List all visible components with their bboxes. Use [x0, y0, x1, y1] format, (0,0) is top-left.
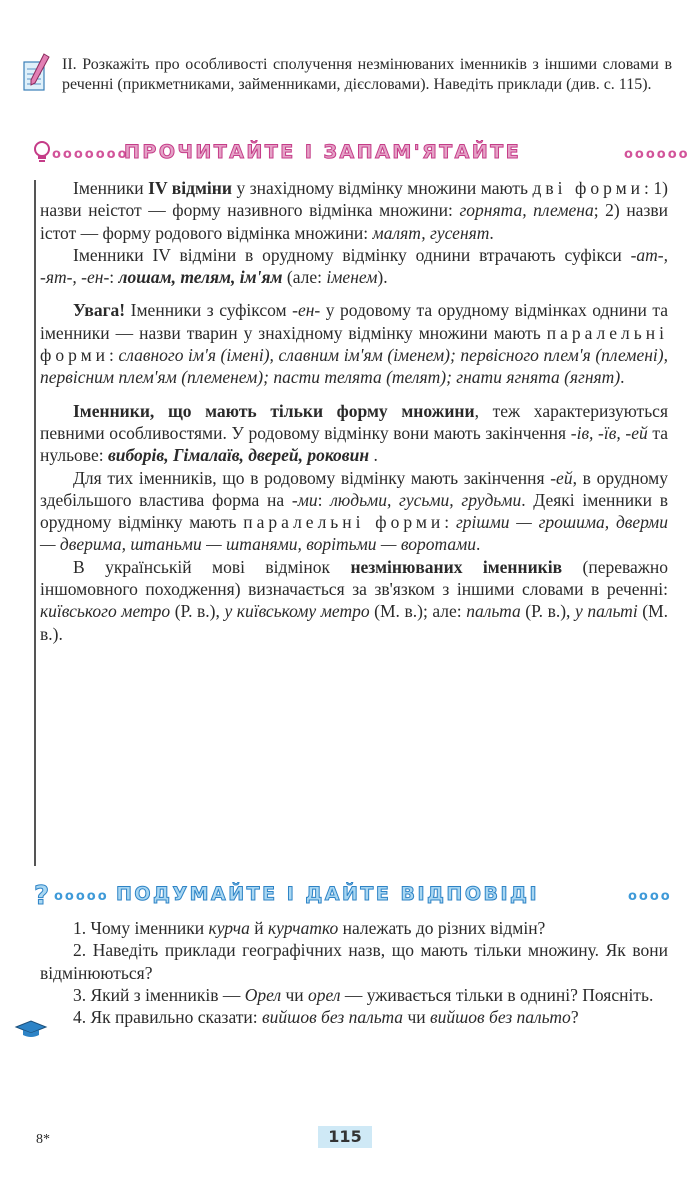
header-dots-left: ооооо [54, 889, 109, 904]
rule-paragraph: Іменники, що мають тільки форму множини, теж характеризуються певними особливостями. У родовому відмінку вони мають закінчення -ів, -їв, -ей та нульове: виборів, Гімалаїв, дверей, роковин . [40, 400, 668, 466]
questions-body [40, 917, 668, 1028]
header-dots-right: оооооо [624, 147, 690, 162]
pencil-notebook-icon [22, 52, 52, 94]
rule-body [40, 177, 668, 645]
rule-paragraph: Для тих іменників, що в родовому відмінку мають закінчення -ей, в орудному здебільшого властива форма на -ми: людьми, гусьми, грудьми. Деякі іменники в орудному відмінку мають паралельні форми: грішми — грошима, дверми — дверима, штаньми — штанями, ворітьми — воротами. [40, 467, 669, 555]
rule-paragraph: Іменники IV відміни в орудному відмінку однини втрачають суфікси -ат-, -ят-, -ен-: лошам, телям, ім'ям (але: іменем). [40, 244, 668, 288]
header-dots-left: ооооооо [52, 147, 129, 162]
header-remember [32, 138, 690, 170]
footer-signature: 8* [36, 1132, 50, 1147]
question-item: 1. Чому іменники курча й курчатко належать до різних відмін? [73, 918, 546, 938]
question-item: 4. Як правильно сказати: вийшов без пальта чи вийшов без пальто? [73, 1007, 579, 1028]
rule-sidebar-line [34, 180, 36, 866]
header-questions [32, 880, 672, 912]
rule-paragraph: В українській мові відмінок незмінюваних іменників (переважно іншомовного походження) визначається за зв'язком з іншими словами в реченні: київського метро (Р. в.), у київському метро (М. в.); але: пальта (Р. в.), у пальті (М. в.). [40, 556, 669, 644]
question-item: 3. Який з іменників — Орел чи орел — уживається тільки в однині? Поясніть. [73, 984, 654, 1005]
graduation-cap-icon [14, 1020, 48, 1038]
header-title: ПРОЧИТАЙТЕ І ЗАПАМ'ЯТАЙТЕ [124, 141, 522, 163]
header-dots-right: оооо [628, 889, 672, 904]
page-number: 115 [318, 1126, 372, 1148]
header-title: ПОДУМАЙТЕ І ДАЙТЕ ВІДПОВІДІ [116, 883, 540, 905]
rule-paragraph: Увага! Іменники з суфіксом -ен- у родовому та орудному відмінках однини та іменники — назви тварин у знахідному відмінку множини мають паралельні форми: славного ім'я (імені), славним ім'ям (іменем); первісного плем'я (племені), первісним плем'ям (племенем); пасти телята (телят); гнати ягнята (ягнят). [40, 300, 668, 388]
svg-text:?: ? [34, 881, 50, 911]
task-text: ІІ. Розкажіть про особливості сполучення незмінюваних іменників з іншими словами в реченні (прикметниками, займенниками, дієсловами). Наведіть приклади (див. с. 115). [62, 56, 672, 93]
rule-paragraph: Іменники IV відміни у знахідному відмінку множини мають дві форми: 1) назви неістот — форму називного відмінка множини: горнята, племена; 2) назви істот — форму родового відмінка множини: малят, гусенят. [40, 178, 669, 243]
question-item: 2. Наведіть приклади географічних назв, що мають тільки множину. Як вони відмінюються? [40, 940, 668, 983]
